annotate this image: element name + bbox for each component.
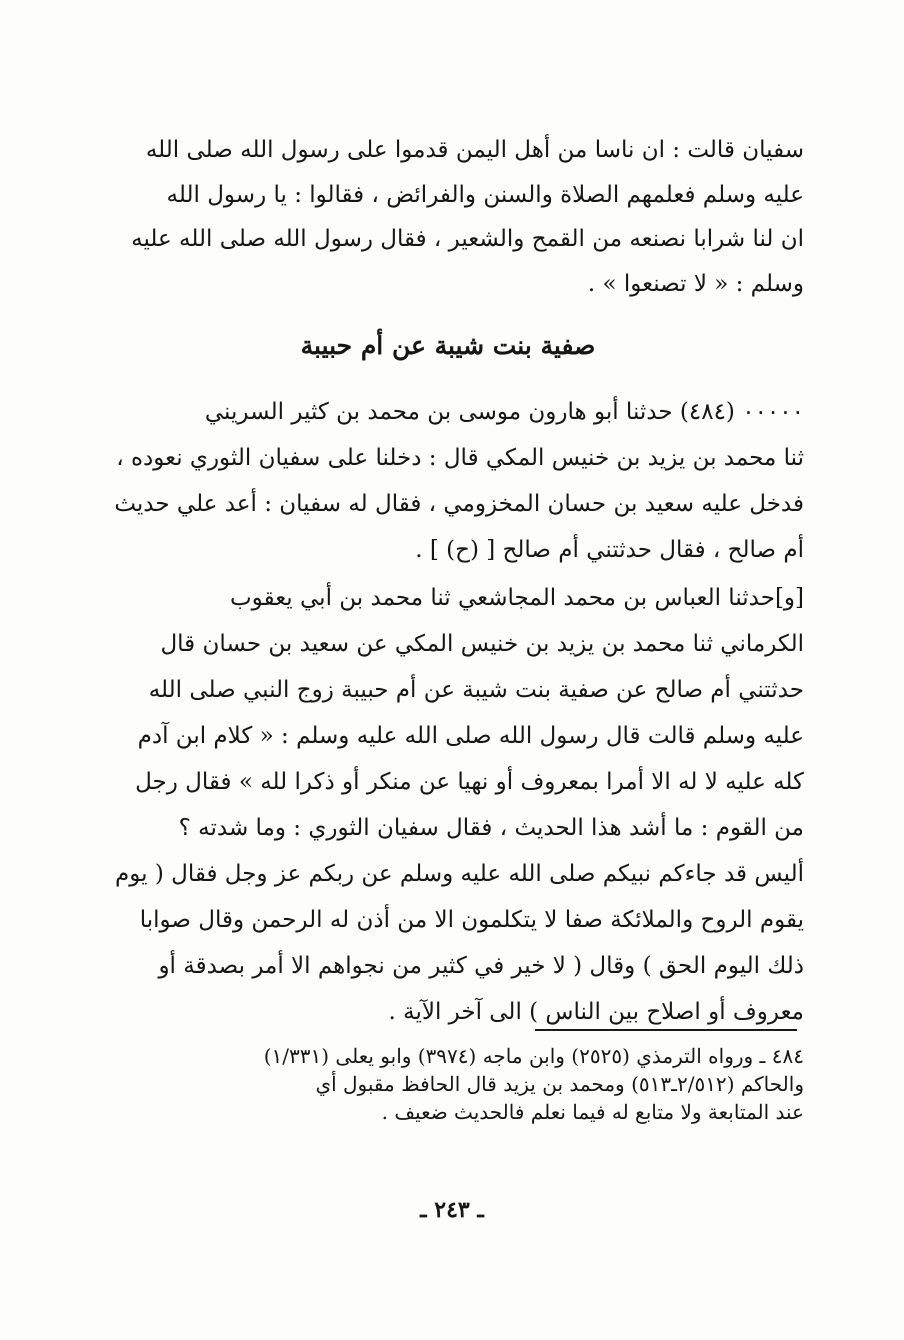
- text-line: وسلم : « لا تصنعوا » .: [587, 270, 804, 297]
- paragraph-1: [92, 128, 804, 306]
- text-line: حدثتني أم صالح عن صفية بنت شيبة عن أم حبيبة زوج النبي صلى الله: [148, 677, 804, 703]
- text-line: الكرماني ثنا محمد بن يزيد بن خنيس المكي عن سعيد بن حسان قال: [160, 631, 804, 657]
- text-line: ذلك اليوم الحق ) وقال ( لا خير في كثير من نجواهم الا أمر بصدقة أو: [158, 953, 804, 979]
- text-line: سفيان قالت : ان ناسا من أهل اليمن قدموا على رسول الله صلى الله: [145, 137, 804, 163]
- text-line: فدخل عليه سعيد بن حسان المخزومي ، فقال له سفيان : أعد علي حديث: [114, 491, 804, 517]
- text-line: من القوم : ما أشد هذا الحديث ، فقال سفيان الثوري : وما شدته ؟: [178, 815, 804, 841]
- text-line: أليس قد جاءكم نبيكم صلى الله عليه وسلم عن ربكم عز وجل فقال ( يوم: [115, 861, 804, 887]
- text-line: معروف أو اصلاح بين الناس ) الى آخر الآية .: [388, 999, 804, 1025]
- text-line: عليه وسلم فعلمهم الصلاة والسنن والفرائض ، فقالوا : يا رسول الله: [166, 181, 804, 208]
- text-line: ان لنا شرابا نصنعه من القمح والشعير ، فقال رسول الله صلى الله عليه: [131, 226, 804, 252]
- footnote-line: عند المتابعة ولا متابع له فيما نعلم فالحديث ضعيف .: [381, 1100, 804, 1124]
- section-heading: صفية بنت شيبة عن أم حبيبة: [300, 331, 596, 360]
- text-line: ٠٠٠٠٠ (٤٨٤) حدثنا أبو هارون موسى بن محمد بن كثير السريني: [204, 399, 804, 425]
- text-line: أم صالح ، فقال حدثتني أم صالح [ (ح) ] .: [415, 537, 804, 563]
- footnote-line: ٤٨٤ ـ ورواه الترمذي (٢٥٢٥) وابن ماجه (٣٩٧٤) وابو يعلى (١/٣٣١): [263, 1044, 804, 1068]
- paragraph-3: [92, 575, 804, 1035]
- text-line: يقوم الروح والملائكة صفا لا يتكلمون الا من أذن له الرحمن وقال صوابا: [139, 907, 804, 933]
- text-line: عليه وسلم قالت قال رسول الله صلى الله عليه وسلم : « كلام ابن آدم: [137, 723, 804, 749]
- text-line: ثنا محمد بن يزيد بن خنيس المكي قال : دخلنا على سفيان الثوري نعوده ،: [116, 445, 804, 471]
- page-number: ـ ٢٤٣ ـ: [420, 1197, 484, 1223]
- footnote-divider: [535, 1029, 797, 1031]
- text-line: [و]حدثنا العباس بن محمد المجاشعي ثنا محمد بن أبي يعقوب: [230, 585, 804, 611]
- text-line: كله عليه لا له الا أمرا بمعروف أو نهيا عن منكر أو ذكرا لله » فقال رجل: [135, 769, 804, 795]
- footnote-line: والحاكم (٢/٥١٢ـ٥١٣) ومحمد بن يزيد قال الحافظ مقبول أي: [315, 1072, 804, 1096]
- footnote: [92, 1042, 804, 1126]
- paragraph-2: [92, 389, 804, 573]
